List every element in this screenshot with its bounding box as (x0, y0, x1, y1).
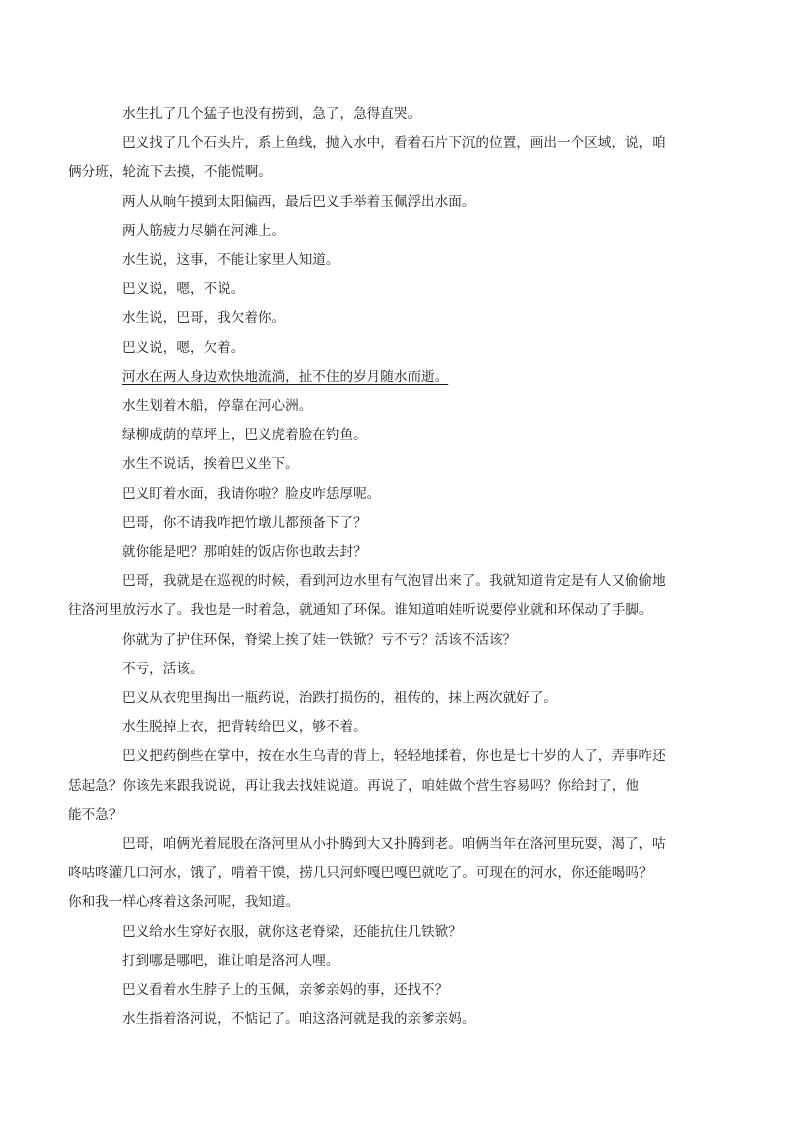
text-line: 两人筋疲力尽躺在河滩上。 (122, 222, 286, 239)
paragraph (68, 129, 705, 187)
text-line: 河水在两人身边欢快地流淌，扯不住的岁月随水而逝。 (122, 368, 449, 385)
text-line: 打到哪是哪吧，谁让咱是洛河人哩。 (122, 952, 340, 969)
text-line: 水生划着木船，停靠在河心洲。 (122, 398, 313, 415)
paragraph (95, 509, 705, 538)
text-line: 巴哥，我就是在巡视的时候，看到河边水里有气泡冒出来了。我就知道肯定是有人又偷偷地 (122, 573, 666, 590)
text-line: 巴义说，嗯，欠着。 (122, 339, 245, 356)
text-line: 巴义从衣兜里掏出一瓶药说，治跌打损伤的，祖传的，抹上两次就好了。 (122, 690, 557, 707)
paragraph (95, 334, 705, 363)
text-line: 水生说，这事，不能让家里人知道。 (122, 252, 340, 269)
text-line: 水生指着洛河说，不惦记了。咱这洛河就是我的亲爹亲妈。 (122, 1011, 476, 1028)
text-line: 就你能是吧？那咱娃的饭店你也敢去封？ (122, 544, 367, 561)
text-line: 水生扎了几个猛子也没有捞到，急了，急得直哭。 (122, 106, 422, 122)
text-line: 巴义找了几个石头片，系上鱼线，抛入水中，看着石片下沉的位置，画出一个区域，说，咱 (122, 135, 666, 152)
paragraph (95, 1005, 705, 1034)
text-line: 能不急？ (68, 806, 123, 823)
text-line: 巴义说，嗯，不说。 (122, 281, 245, 298)
text-line: 你就为了护住环保，脊梁上挨了娃一铁锨？亏不亏？活该不活该？ (122, 631, 517, 648)
paragraph (95, 918, 705, 947)
paragraph (68, 830, 705, 918)
text-line: 恁起急？你该先来跟我说说，再让我去找娃说道。再说了，咱娃做个营生容易吗？你给封了，他 (68, 777, 639, 794)
paragraph (95, 275, 705, 304)
paragraph (95, 188, 705, 217)
paragraph (95, 976, 705, 1005)
paragraph (95, 480, 705, 509)
paragraph (95, 626, 705, 655)
paragraph (95, 304, 705, 333)
text-line: 巴义盯着水面，我请你啦？脸皮咋恁厚呢。 (122, 485, 381, 502)
text-line: 巴义把药倒些在掌中，按在水生乌青的背上，轻轻地揉着，你也是七十岁的人了，弄事咋还 (122, 748, 666, 765)
paragraph (95, 421, 705, 450)
text-line: 绿柳成荫的草坪上，巴义虎着脸在钓鱼。 (122, 427, 367, 444)
text-line: 巴哥，你不请我咋把竹墩儿都预备下了？ (122, 514, 367, 531)
paragraph (95, 947, 705, 976)
text-line: 水生脱掉上衣，把背转给巴义，够不着。 (122, 719, 367, 736)
paragraph (95, 538, 705, 567)
paragraph (95, 217, 705, 246)
paragraph (95, 246, 705, 275)
paragraph (95, 713, 705, 742)
text-line: 俩分班，轮流下去摸，不能慌啊。 (68, 164, 272, 181)
text-line: 水生不说话，挨着巴义坐下。 (122, 456, 299, 473)
paragraph (68, 567, 705, 625)
paragraph (95, 684, 705, 713)
text-line: 往洛河里放污水了。我也是一时着急，就通知了环保。谁知道咱娃听说要停业就和环保动了手脚。 (68, 602, 653, 619)
text-line: 巴义看着水生脖子上的玉佩，亲爹亲妈的事，还找不？ (122, 982, 449, 999)
text-line: 水生说，巴哥，我欠着你。 (122, 310, 286, 327)
text-line: 不亏，活该。 (122, 660, 204, 677)
text-line: 两人从晌午摸到太阳偏西，最后巴义手举着玉佩浮出水面。 (122, 193, 476, 210)
paragraph (95, 450, 705, 479)
text-line: 巴义给水生穿好衣服，就你这老脊梁，还能抗住几铁锨？ (122, 923, 462, 940)
text-line: 咚咕咚灌几口河水，饿了，啃着干馍，捞几只河虾嘎巴嘎巴就吃了。可现在的河水，你还能喝吗？ (68, 865, 653, 882)
paragraph (95, 392, 705, 421)
paragraph (95, 100, 705, 129)
story-text (68, 100, 705, 1035)
text-line: 巴哥，咱俩光着屁股在洛河里从小扑腾到大又扑腾到老。咱俩当年在洛河里玩耍，渴了，咕 (122, 836, 666, 853)
paragraph (95, 655, 705, 684)
paragraph (68, 742, 705, 830)
paragraph (95, 363, 705, 392)
text-line: 你和我一样心疼着这条河呢，我知道。 (68, 894, 300, 911)
